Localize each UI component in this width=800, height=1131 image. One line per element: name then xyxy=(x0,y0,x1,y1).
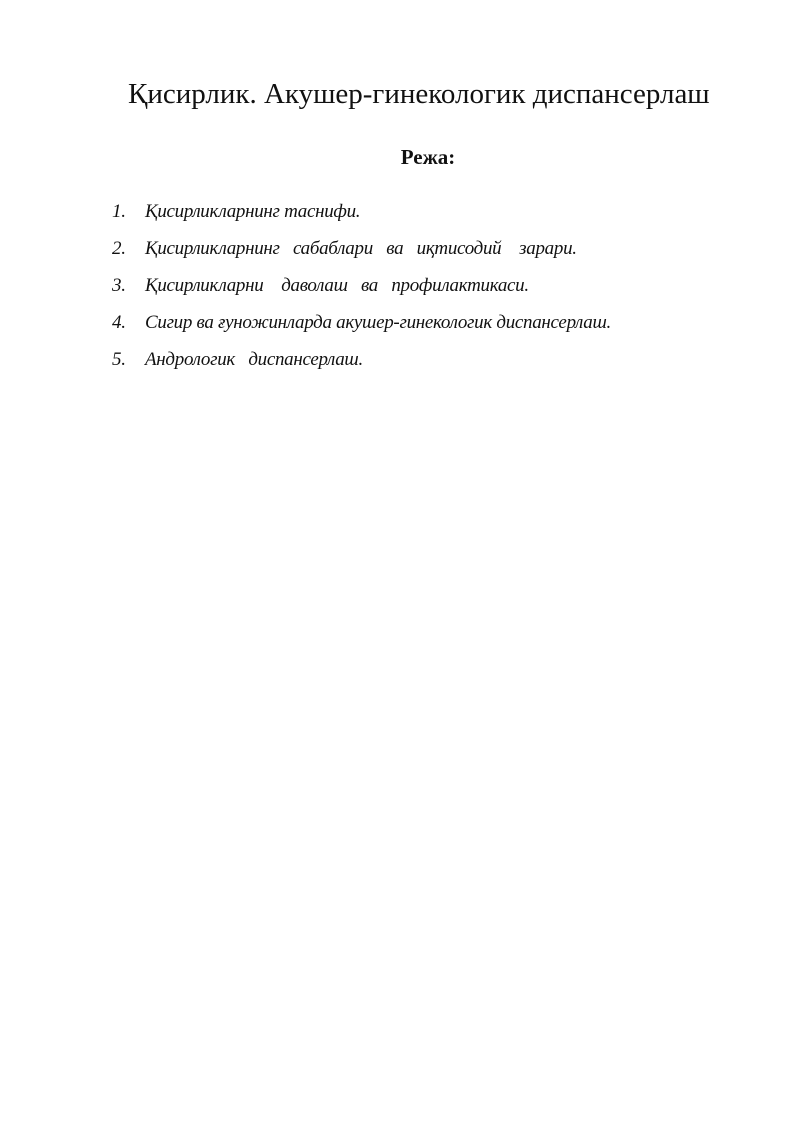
plan-item-text: Қисирликларни даволаш ва профилактикаси. xyxy=(145,275,529,296)
plan-item-number: 2. xyxy=(112,238,126,259)
document-title: Қисирлик. Акушер-гинекологик диспансерлаш xyxy=(128,78,710,110)
plan-item xyxy=(112,309,611,346)
plan-heading: Режа: xyxy=(400,145,456,169)
plan-item-number: 4. xyxy=(112,312,126,333)
plan-list xyxy=(112,198,611,383)
plan-item-text: Қисирликларнинг сабаблари ва иқтисодий зарари. xyxy=(145,238,577,259)
plan-item-number: 5. xyxy=(112,349,126,370)
plan-item xyxy=(112,346,611,383)
plan-item xyxy=(112,198,611,235)
plan-item xyxy=(112,235,611,272)
plan-item-text: Сигир ва ғуножинларда акушер-гинекологик диспансерлаш. xyxy=(145,312,611,333)
plan-item xyxy=(112,272,611,309)
plan-item-number: 1. xyxy=(112,201,126,222)
plan-item-text: Қисирликларнинг таснифи. xyxy=(145,201,361,222)
plan-item-number: 3. xyxy=(112,275,126,296)
plan-item-text: Андрологик диспансерлаш. xyxy=(145,349,363,370)
